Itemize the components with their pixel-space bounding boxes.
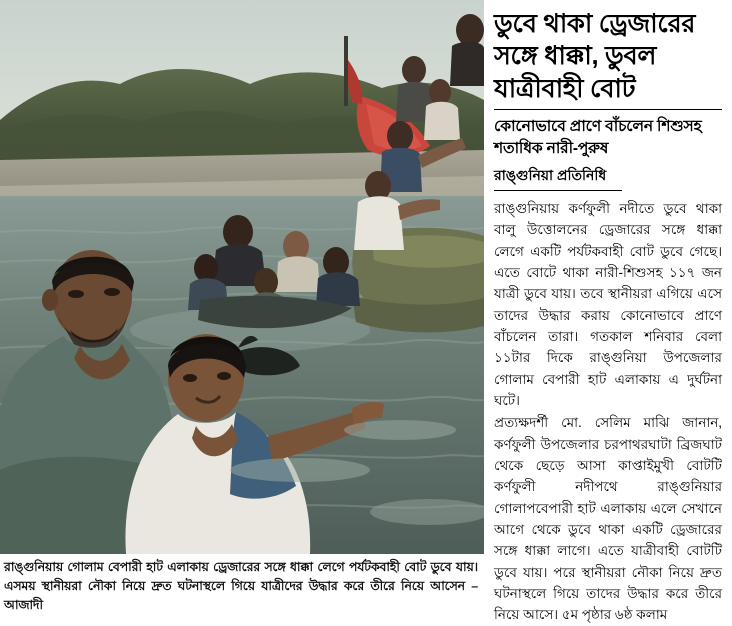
article-paragraph: প্রত্যক্ষদর্শী মো. সেলিম মাঝি জানান, কর্ণফুলী উপজেলার চরপাথরঘাটা ব্রিজঘাট থেকে ছেড়ে আসা কাপ্তাইমুখী বোটটি কর্ণফুলী নদীপথে রাঙ্গুনিয়ার গোলাপবেপারী হাট এলাকায় এলে সেখানে আগে থেকে ডুবে থাকা একটি ড্রেজারের সঙ্গে ধাক্কা লাগে। এতে যাত্রীবাহী বোটটি ডুবে যায়। পরে স্থানীয়রা নৌকা নিয়ে দ্রুত ঘটনাস্থলে গিয়ে তাদের উদ্ধার করে তীরে নিয়ে আসে। ৫ম পৃষ্ঠার ৬ষ্ঠ কলাম [494,415,722,623]
article-headline: ডুবে থাকা ড্রেজারের সঙ্গে ধাক্কা, ডুবল যাত্রীবাহী বোট [494,10,696,103]
article-byline: রাঙ্গুনিয়া প্রতিনিধি [494,167,607,184]
article-subheadline: কোনোভাবে প্রাণে বাঁচলেন শিশুসহ শতাধিক নারী-পুরুষ [494,118,702,158]
article-body [494,198,722,626]
byline-divider [494,190,622,191]
photo-caption: রাঙ্গুনিয়ায় গোলাম বেপারী হাট এলাকায় ড্রেজারের সঙ্গে ধাক্কা লেগে পর্যটকবাহী বোট ডুবে যায়। এসময় স্থানীয়রা নৌকা নিয়ে দ্রুত ঘটনাস্থলে গিয়ে যাত্রীদের উদ্ধার করে তীরে নিয়ে আসেন –আজাদী [4,560,478,612]
headline-divider [494,109,722,110]
article-paragraph: রাঙ্গুনিয়ায় কর্ণফুলী নদীতে ডুবে থাকা বালু উত্তোলনের ড্রেজারের সঙ্গে ধাক্কা লেগে একটি পর্যটকবাহী বোট ডুবে গেছে। এতে বোটে থাকা নারী-শিশুসহ ১১৭ জন যাত্রী ডুবে যায়। তবে স্থানীয়রা এগিয়ে এসে তাদের উদ্ধার করায় কোনোভাবে প্রাণে বাঁচলেন তারা। গতকাল শনিবার বেলা ১১টার দিকে রাঙ্গুনিয়া উপজেলার গোলাম বেপারী হাট এলাকায় এ দুর্ঘটনা ঘটে। [494,201,722,409]
article-text-column [484,0,732,624]
